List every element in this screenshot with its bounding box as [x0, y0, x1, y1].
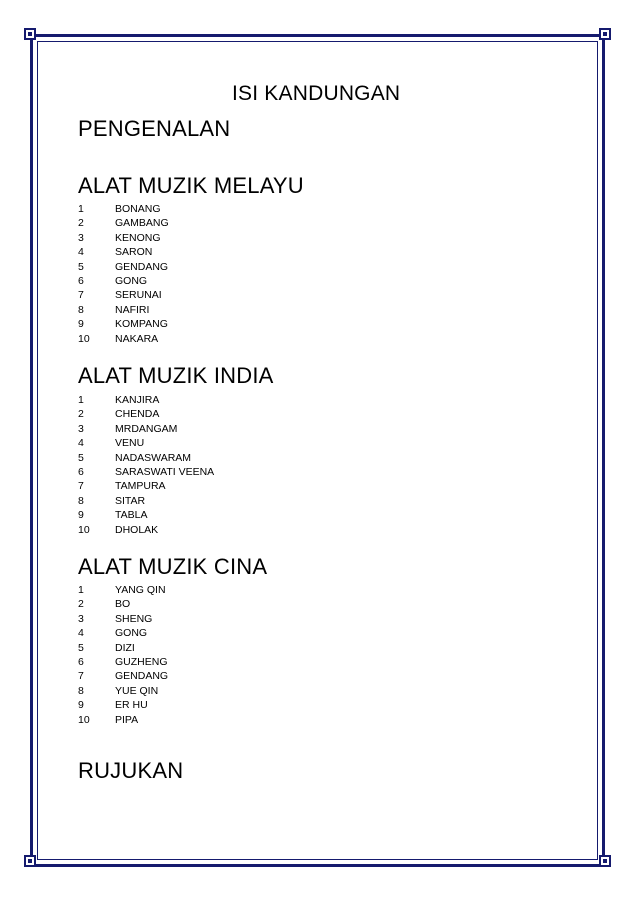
item-number: 9: [78, 699, 84, 712]
list-item: [78, 407, 214, 421]
list-item: [78, 597, 168, 611]
item-number: 4: [78, 246, 84, 259]
item-name: GAMBANG: [115, 217, 169, 230]
list-item: [78, 317, 169, 331]
item-number: 2: [78, 217, 84, 230]
item-number: 5: [78, 641, 84, 654]
item-number: 10: [78, 332, 90, 345]
list-item: [78, 274, 169, 288]
list-item: [78, 288, 169, 302]
list-item: [78, 451, 214, 465]
list-item: [78, 465, 214, 479]
item-number: 7: [78, 670, 84, 683]
item-number: 8: [78, 303, 84, 316]
heading-alat-muzik-melayu: ALAT MUZIK MELAYU: [78, 173, 304, 198]
list-item: [78, 303, 169, 317]
item-number: 6: [78, 655, 84, 668]
list-item: [78, 523, 214, 537]
heading-rujukan: RUJUKAN: [78, 758, 184, 783]
list-alat-muzik-india: [78, 393, 214, 537]
item-name: BO: [115, 598, 131, 611]
item-name: GONG: [115, 274, 148, 287]
corner-ornament-top-left: [24, 28, 36, 40]
item-name: PIPA: [115, 713, 139, 726]
item-name: SARON: [115, 246, 153, 259]
corner-ornament-top-right: [599, 28, 611, 40]
list-item: [78, 202, 169, 216]
item-name: GONG: [115, 627, 148, 640]
list-item: [78, 626, 168, 640]
item-name: NADASWARAM: [115, 451, 192, 464]
item-number: 4: [78, 437, 84, 450]
list-item: [78, 260, 169, 274]
list-item: [78, 245, 169, 259]
item-number: 2: [78, 408, 84, 421]
list-item: [78, 612, 168, 626]
item-number: 10: [78, 713, 90, 726]
list-item: [78, 655, 168, 669]
list-item: [78, 436, 214, 450]
item-number: 7: [78, 480, 84, 493]
item-number: 1: [78, 584, 84, 596]
list-alat-muzik-melayu: [78, 202, 169, 346]
item-number: 9: [78, 318, 84, 331]
heading-alat-muzik-cina: ALAT MUZIK CINA: [78, 554, 268, 579]
item-number: 6: [78, 274, 84, 287]
item-name: GUZHENG: [115, 655, 168, 668]
item-number: 1: [78, 394, 84, 406]
corner-ornament-bottom-right: [599, 855, 611, 867]
item-name: CHENDA: [115, 408, 160, 421]
item-number: 3: [78, 422, 84, 435]
item-name: BONANG: [115, 203, 161, 215]
item-number: 5: [78, 260, 84, 273]
list-item: [78, 713, 168, 727]
item-number: 5: [78, 451, 84, 464]
item-number: 9: [78, 509, 84, 522]
item-name: TAMPURA: [115, 480, 166, 493]
list-item: [78, 479, 214, 493]
list-item: [78, 231, 169, 245]
item-name: DHOLAK: [115, 523, 159, 536]
item-name: KANJIRA: [115, 394, 160, 406]
item-number: 10: [78, 523, 90, 536]
item-number: 4: [78, 627, 84, 640]
item-name: DIZI: [115, 641, 135, 654]
item-name: KENONG: [115, 231, 161, 244]
document-title: ISI KANDUNGAN: [232, 82, 401, 105]
list-item: [78, 583, 168, 597]
item-name: YANG QIN: [115, 584, 166, 596]
item-number: 8: [78, 684, 84, 697]
heading-alat-muzik-india: ALAT MUZIK INDIA: [78, 363, 274, 388]
item-name: YUE QIN: [115, 684, 159, 697]
item-number: 2: [78, 598, 84, 611]
list-item: [78, 641, 168, 655]
list-item: [78, 494, 214, 508]
item-number: 3: [78, 612, 84, 625]
item-name: GENDANG: [115, 260, 169, 273]
item-name: SHENG: [115, 612, 153, 625]
item-name: NAKARA: [115, 332, 159, 345]
item-number: 6: [78, 465, 84, 478]
list-item: [78, 216, 169, 230]
item-name: SARASWATI VEENA: [115, 465, 215, 478]
list-item: [78, 332, 169, 346]
list-item: [78, 393, 214, 407]
list-item: [78, 698, 168, 712]
heading-pengenalan: PENGENALAN: [78, 116, 231, 141]
item-name: MRDANGAM: [115, 422, 178, 435]
item-number: 7: [78, 289, 84, 302]
item-name: VENU: [115, 437, 145, 450]
item-number: 1: [78, 203, 84, 215]
corner-ornament-bottom-left: [24, 855, 36, 867]
list-item: [78, 669, 168, 683]
item-name: KOMPANG: [115, 318, 168, 331]
item-number: 8: [78, 494, 84, 507]
list-item: [78, 508, 214, 522]
list-item: [78, 422, 214, 436]
item-name: ER HU: [115, 699, 148, 712]
item-name: SERUNAI: [115, 289, 162, 302]
list-item: [78, 684, 168, 698]
item-name: TABLA: [115, 509, 148, 522]
list-alat-muzik-cina: [78, 583, 168, 727]
item-name: SITAR: [115, 494, 146, 507]
item-name: NAFIRI: [115, 303, 150, 316]
item-number: 3: [78, 231, 84, 244]
item-name: GENDANG: [115, 670, 169, 683]
